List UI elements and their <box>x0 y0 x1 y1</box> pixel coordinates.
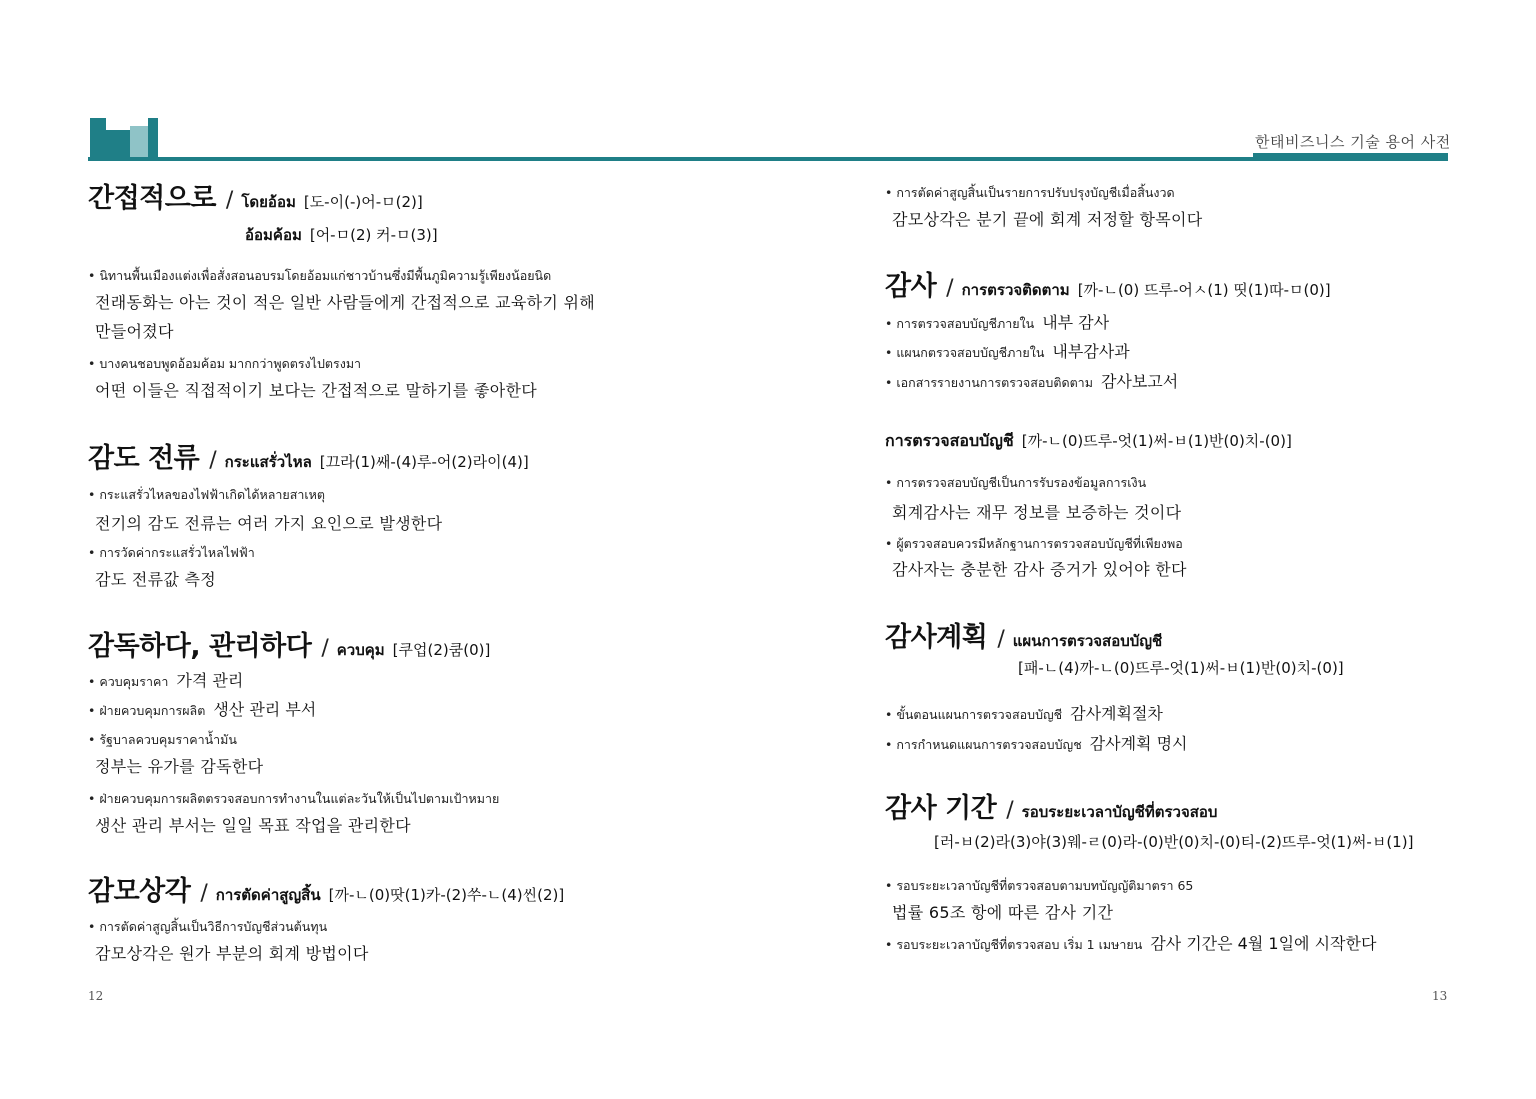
thai-example: • รอบระยะเวลาบัญชีที่ตรวจสอบตามบทบัญญัติมาตรา 65 <box>885 878 1194 893</box>
thai-term: การตรวจสอบบัญชี <box>885 431 1014 450</box>
korean-translation: 법률 65조 항에 따른 감사 기간 <box>892 903 1114 922</box>
thai-example: • บางคนชอบพูดอ้อมค้อม มากกว่าพูดตรงไปตรงมา <box>88 356 362 371</box>
pronunciation: [까-ㄴ(0)땃(1)카-(2)쑤-ㄴ(4)씬(2)] <box>328 886 565 904</box>
korean-translation: 내부 감사 <box>1042 313 1110 332</box>
thai-example-text: • ควบคุมราคา <box>88 674 169 689</box>
entry-keyword: 감사 기간 <box>885 793 997 824</box>
entry-sub-header <box>885 429 1292 454</box>
korean-translation: 감사계획절차 <box>1070 704 1163 723</box>
thai-example: • ฝ่ายควบคุมการผลิตตรวจสอบการทำงานในแต่ละวันให้เป็นไปตามเป้าหมาย <box>88 791 500 806</box>
entry-keyword: 감독하다, 관리하다 <box>88 631 312 662</box>
thai-example-text: • การตรวจสอบบัญชีภายใน <box>885 316 1035 331</box>
header-rule <box>88 157 1448 161</box>
thai-example: • การวัดค่ากระแสรั่วไหลไฟฟ้า <box>88 545 255 560</box>
separator: / <box>209 448 217 473</box>
separator: / <box>946 276 954 301</box>
thai-example: • นิทานพื้นเมืองแต่งเพื่อสั่งสอนอบรมโดยอ้อมแก่ชาวบ้านซึ่งมีพื้นภูมิความรู้เพียงน้อยนิด <box>88 268 552 283</box>
entry-pronunciation-line <box>926 831 1413 852</box>
header-accent-bar <box>1253 153 1448 161</box>
thai-example: • การตัดค่าสูญสิ้นเป็นวิธีการบัญชีส่วนต้นทุน <box>88 919 328 934</box>
thai-example-text: • รอบระยะเวลาบัญชีที่ตรวจสอบ เริ่ม 1 เมษายน <box>885 937 1143 952</box>
korean-translation: 생산 관리 부서는 일일 목표 작업을 관리한다 <box>95 816 411 835</box>
thai-example-text: • แผนกตรวจสอบบัญชีภายใน <box>885 345 1045 360</box>
thai-example-text: • การกำหนดแผนการตรวจสอบบัญช <box>885 737 1082 752</box>
entry-keyword: 감모상각 <box>88 876 191 907</box>
entry-header <box>885 615 1162 654</box>
separator: / <box>997 627 1005 652</box>
thai-example: • การตรวจสอบบัญชีเป็นการรับรองข้อมูลการเงิน <box>885 475 1147 490</box>
entry-pronunciation-line <box>1010 657 1344 678</box>
thai-example <box>88 668 243 692</box>
entry-header <box>885 786 1217 825</box>
thai-example: • การตัดค่าสูญสิ้นเป็นรายการปรับปรุงบัญชีเมื่อสิ้นงวด <box>885 185 1175 200</box>
entry-keyword: 감사계획 <box>885 622 988 653</box>
thai-example: • รัฐบาลควบคุมราคาน้ำมัน <box>88 732 237 747</box>
korean-translation: 전래동화는 아는 것이 적은 일반 사람들에게 간접적으로 교육하기 위해 <box>95 293 596 312</box>
thai-example <box>885 339 1130 363</box>
entry-header <box>885 264 1331 303</box>
thai-example <box>885 701 1163 725</box>
korean-translation: 감사계획 명시 <box>1089 734 1188 753</box>
thai-term: การตัดค่าสูญสิ้น <box>215 886 321 904</box>
thai-example: • ผู้ตรวจสอบควรมีหลักฐานการตรวจสอบบัญชีที่เพียงพอ <box>885 536 1183 551</box>
separator: / <box>321 636 329 661</box>
separator: / <box>1006 798 1014 823</box>
page-number-right: 13 <box>1432 989 1448 1003</box>
pronunciation: [까-ㄴ(0)뜨루-엇(1)써-ㅂ(1)반(0)치-(0)] <box>1021 432 1292 450</box>
thai-term: อ้อมค้อม <box>245 226 302 244</box>
pronunciation: [어-ㅁ(2) 커-ㅁ(3)] <box>309 226 438 244</box>
thai-example-text: • เอกสารรายงานการตรวจสอบติดตาม <box>885 375 1093 390</box>
entry-header <box>88 869 564 908</box>
korean-translation: 내부감사과 <box>1052 342 1130 361</box>
korean-translation: 만들어졌다 <box>95 322 174 341</box>
entry-header <box>88 176 423 215</box>
entry-keyword: 감도 전류 <box>88 443 200 474</box>
thai-term: รอบระยะเวลาบัญชีที่ตรวจสอบ <box>1021 803 1218 821</box>
pronunciation: [끄라(1)쌔-(4)루-어(2)라이(4)] <box>319 453 529 471</box>
thai-term: แผนการตรวจสอบบัญชี <box>1012 632 1163 650</box>
pronunciation: [러-ㅂ(2)라(3)야(3)웨-ㄹ(0)라-(0)반(0)치-(0)티-(2)뜨루-엇(1)써-ㅂ(1)] <box>934 833 1414 851</box>
pronunciation: [패-ㄴ(4)까-ㄴ(0)뜨루-엇(1)써-ㅂ(1)반(0)치-(0)] <box>1018 659 1344 677</box>
thai-term: กระแสรั่วไหล <box>224 453 312 471</box>
entry-header <box>88 624 490 663</box>
thai-term: โดยอ้อม <box>241 193 296 211</box>
thai-term: การตรวจติดตาม <box>961 281 1070 299</box>
thai-example: • กระแสรั่วไหลของไฟฟ้าเกิดได้หลายสาเหตุ <box>88 487 325 502</box>
pronunciation: [까-ㄴ(0) 뜨루-어ㅅ(1) 띳(1)따-ㅁ(0)] <box>1077 281 1331 299</box>
korean-translation: 감사 기간은 4월 1일에 시작한다 <box>1150 934 1377 953</box>
korean-translation: 감사보고서 <box>1100 372 1179 391</box>
entry-keyword: 간접적으로 <box>88 183 216 214</box>
entry-header <box>88 436 529 475</box>
korean-translation: 감모상각은 원가 부분의 회계 방법이다 <box>95 944 369 963</box>
korean-translation: 생산 관리 부서 <box>213 700 317 719</box>
thai-term: ควบคุม <box>336 641 385 659</box>
korean-translation: 감모상각은 분기 끝에 회계 저정할 항목이다 <box>892 210 1203 229</box>
pronunciation: [도-이(-)어-ㅁ(2)] <box>303 193 423 211</box>
pronunciation: [쿠업(2)쿰(0)] <box>392 641 491 659</box>
thai-example <box>885 369 1178 393</box>
thai-example-text: • ขั้นตอนแผนการตรวจสอบบัญชี <box>885 707 1063 722</box>
korean-translation: 가격 관리 <box>176 671 244 690</box>
separator: / <box>200 881 208 906</box>
entry-keyword: 감사 <box>885 271 937 302</box>
page-number-left: 12 <box>88 989 104 1003</box>
thai-example <box>88 697 316 721</box>
thai-example <box>885 731 1188 755</box>
thai-example <box>885 310 1109 334</box>
korean-translation: 감사자는 충분한 감사 증거가 있어야 한다 <box>892 560 1187 579</box>
separator: / <box>225 188 234 213</box>
book-title: 한태비즈니스 기술 용어 사전 <box>1255 133 1451 151</box>
korean-translation: 어떤 이들은 직접적이기 보다는 간접적으로 말하기를 좋아한다 <box>95 381 537 400</box>
thai-example <box>885 931 1376 955</box>
korean-translation: 정부는 유가를 감독한다 <box>95 757 264 776</box>
korean-translation: 회계감사는 재무 정보를 보증하는 것이다 <box>892 503 1182 522</box>
korean-translation: 감도 전류값 측정 <box>95 570 217 589</box>
thai-example-text: • ฝ่ายควบคุมการผลิต <box>88 703 206 718</box>
entry-alt-term <box>245 223 438 247</box>
korean-translation: 전기의 감도 전류는 여러 가지 요인으로 발생한다 <box>95 514 443 533</box>
